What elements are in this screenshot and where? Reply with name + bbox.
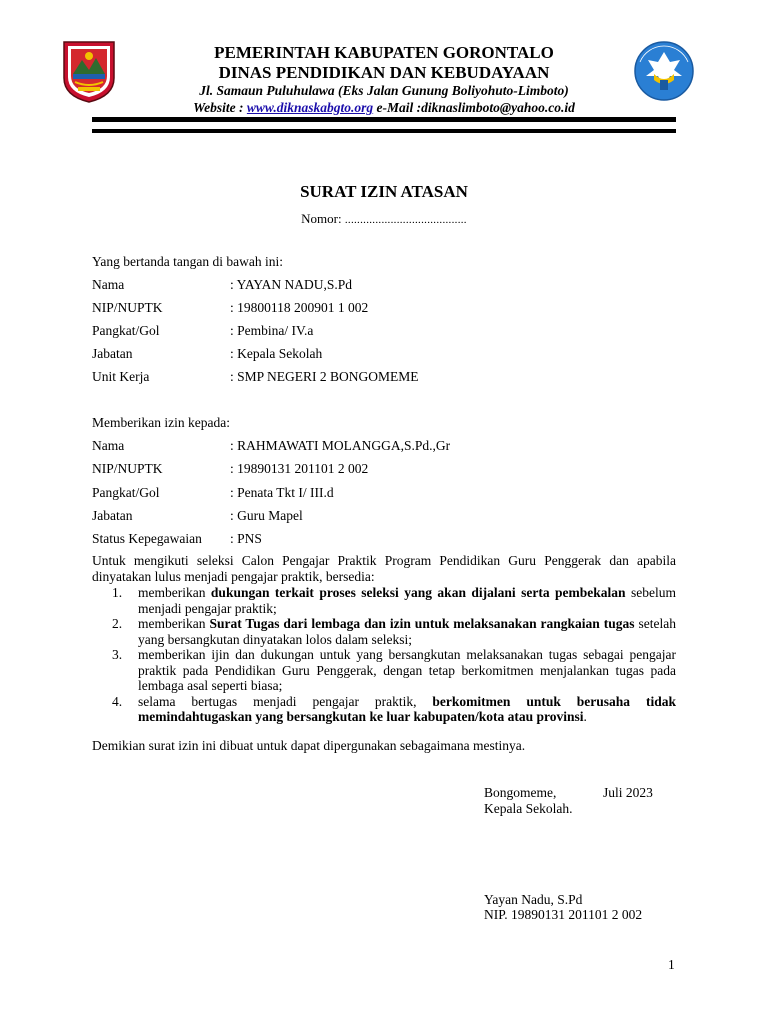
letter-title: SURAT IZIN ATASAN bbox=[300, 182, 468, 201]
signer-intro: Yang bertanda tangan di bawah ini: bbox=[92, 254, 283, 269]
commitment-list bbox=[92, 585, 676, 725]
field-value: : Kepala Sekolah bbox=[230, 346, 323, 361]
website-link[interactable]: www.diknaskabgto.org bbox=[246, 100, 374, 115]
email-text: e-Mail :diknaslimboto@yahoo.co.id bbox=[373, 100, 575, 115]
field-value: : Penata Tkt I/ III.d bbox=[230, 485, 334, 500]
signature-date: Juli 2023 bbox=[603, 785, 653, 800]
field-value: : RAHMAWATI MOLANGGA,S.Pd.,Gr bbox=[230, 438, 451, 453]
item-text-bold: berkomitmen untuk berusaha tidak memindahtugaskan yang bersangkutan ke luar kabupaten/kota atau provinsi bbox=[138, 693, 676, 724]
page-number: 1 bbox=[668, 957, 675, 972]
item-text: setelah yang bersangkutan dinyatakan lolos dalam seleksi; bbox=[138, 616, 676, 647]
field-label: NIP/NUPTK bbox=[92, 461, 163, 476]
nomor-label: Nomor: bbox=[301, 211, 345, 226]
field-label: Pangkat/Gol bbox=[92, 323, 160, 338]
list-item bbox=[92, 585, 676, 616]
list-number: 4. bbox=[112, 693, 123, 709]
closing-statement: Demikian surat izin ini dibuat untuk dapat dipergunakan sebagaimana mestinya. bbox=[92, 738, 526, 753]
letterhead-contact bbox=[0, 100, 768, 116]
list-number: 2. bbox=[112, 616, 123, 631]
field-value: : PNS bbox=[230, 531, 262, 546]
field-label: Jabatan bbox=[92, 508, 133, 523]
item-text-bold: Surat Tugas dari lembaga dan izin untuk melaksanakan rangkaian tugas bbox=[209, 616, 635, 631]
signature-position: Kepala Sekolah. bbox=[484, 801, 573, 816]
list-number: 3. bbox=[112, 647, 123, 662]
item-text: sebelum menjadi pengajar praktik; bbox=[138, 585, 676, 616]
grantee-intro: Memberikan izin kepada: bbox=[92, 415, 230, 430]
field-label: Jabatan bbox=[92, 346, 133, 361]
list-item bbox=[92, 694, 676, 725]
field-value: : 19800118 200901 1 002 bbox=[230, 300, 369, 315]
field-value: : Guru Mapel bbox=[230, 508, 303, 523]
field-label: Unit Kerja bbox=[92, 369, 150, 384]
item-text-bold: dukungan terkait proses seleksi yang akan dijalani serta pembekalan bbox=[210, 585, 626, 600]
list-number: 1. bbox=[112, 585, 123, 600]
field-label: NIP/NUPTK bbox=[92, 300, 163, 315]
signature-nip: NIP. 19890131 201101 2 002 bbox=[484, 907, 643, 922]
field-label: Pangkat/Gol bbox=[92, 485, 160, 500]
field-label: Nama bbox=[92, 438, 125, 453]
letterhead-rule-top bbox=[92, 117, 676, 122]
field-label: Status Kepegawaian bbox=[92, 531, 202, 546]
field-value: : Pembina/ IV.a bbox=[230, 323, 314, 338]
nomor-placeholder: ........................................ bbox=[344, 214, 467, 226]
list-item bbox=[92, 647, 676, 694]
item-text: memberikan bbox=[138, 585, 211, 600]
item-text: . bbox=[583, 709, 587, 724]
website-label: Website : bbox=[193, 100, 247, 115]
letterhead-address: Jl. Samaun Puluhulawa (Eks Jalan Gunung Boliyohuto-Limboto) bbox=[199, 83, 569, 98]
item-text: memberikan bbox=[138, 616, 210, 631]
item-text: memberikan ijin dan dukungan untuk yang bersangkutan melaksanakan tugas sebagai pengajar praktik pada Pendidikan Guru Penggerak, dengan tetap berkomitmen menjalankan tugas pada lembaga asal seperti biasa; bbox=[138, 647, 676, 693]
letterhead-rule-bottom bbox=[92, 129, 676, 133]
purpose-paragraph: Untuk mengikuti seleksi Calon Pengajar Praktik Program Pendidikan Guru Penggerak dan apabila dinyatakan lulus menjadi pengajar praktik, bersedia: bbox=[92, 553, 676, 584]
letterhead-government: PEMERINTAH KABUPATEN GORONTALO bbox=[214, 43, 554, 62]
signature-place: Bongomeme, bbox=[484, 785, 557, 800]
letterhead-department: DINAS PENDIDIKAN DAN KEBUDAYAAN bbox=[218, 63, 550, 82]
item-text: selama bertugas menjadi pengajar praktik, bbox=[138, 693, 433, 709]
signature-name: Yayan Nadu, S.Pd bbox=[484, 892, 583, 907]
field-label: Nama bbox=[92, 277, 125, 292]
list-item bbox=[92, 616, 676, 647]
field-value: : SMP NEGERI 2 BONGOMEME bbox=[230, 369, 419, 384]
field-value: : 19890131 201101 2 002 bbox=[230, 461, 369, 476]
field-value: : YAYAN NADU,S.Pd bbox=[230, 277, 353, 292]
letter-number bbox=[0, 211, 768, 227]
